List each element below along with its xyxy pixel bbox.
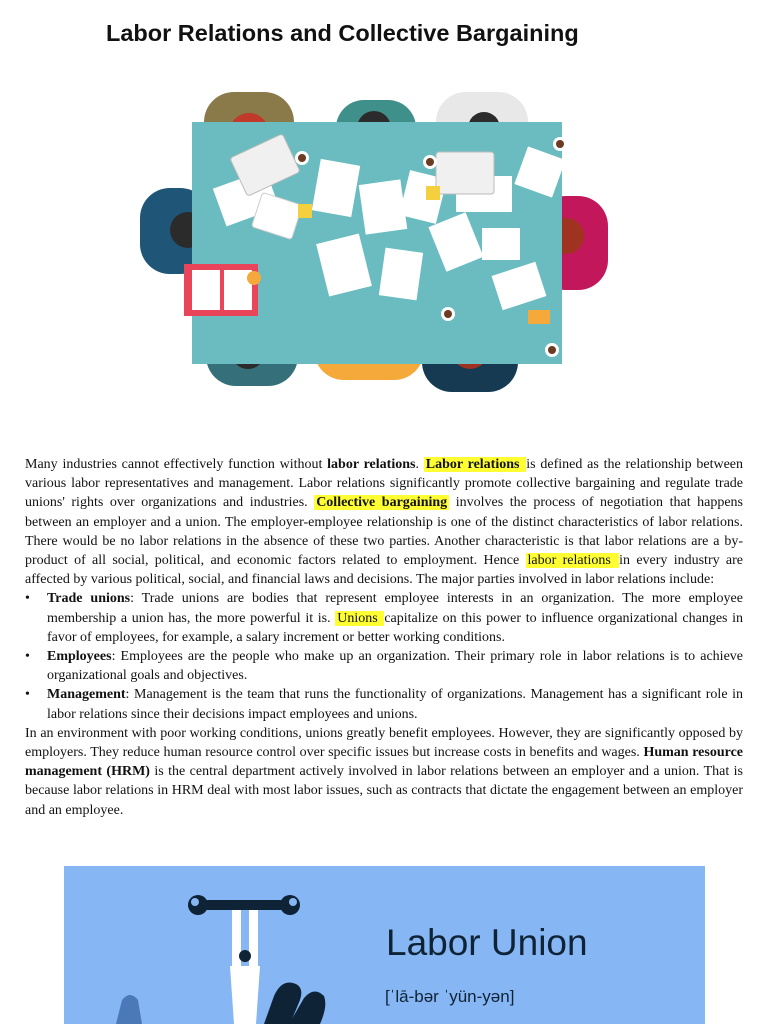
raised-fist-wrench-icon — [64, 866, 364, 1024]
list-term: Trade unions — [47, 591, 131, 607]
text-run: : Employees are the people who make up an organization. Their primary role in labor relations is to achieve organizational goals and objectives. — [47, 649, 743, 684]
bold-term-labor-relations: labor relations — [327, 457, 416, 472]
text-run: Many industries cannot effectively function without — [25, 457, 328, 472]
bullet-glyph: • — [25, 687, 30, 703]
text-run: . — [415, 457, 424, 472]
banner-title: Labor Union — [386, 922, 588, 963]
banner-pronunciation: [ˈlā-bər ˈyün-yən] — [385, 987, 515, 1006]
labor-union-banner — [64, 866, 705, 1024]
text-run: : Trade unions are bodies that represent employee interests in an organization. The more employee membership a union has, the more powerful it is. — [47, 591, 743, 626]
intro-paragraph — [25, 455, 743, 589]
highlight-collective-bargaining: Collective bargaining — [316, 495, 448, 511]
bullet-glyph: • — [25, 591, 30, 607]
bullet-glyph: • — [25, 649, 30, 665]
parties-list — [25, 589, 743, 723]
highlight-labor-relations-2: labor relations — [527, 553, 618, 569]
list-item-management — [25, 685, 743, 723]
text-run: in every industry are affected by various political, social, and financial laws and decisions. The major parties involved in labor relations include: — [25, 553, 743, 588]
list-item-trade-unions — [25, 589, 743, 647]
meeting-table-illustration — [136, 78, 616, 398]
text-run: capitalize on this power to influence organizational changes in favor of employees, for example, a salary increment or better working conditions. — [47, 610, 744, 645]
highlight-unions: Unions — [337, 610, 383, 626]
list-term: Management — [47, 687, 126, 703]
text-run: is defined as the relationship between various labor representatives and management. Labor relations significantly promote collective bargaining and regulate trade unions' rights over organizations and industries. — [25, 457, 744, 511]
text-run: : Management is the team that runs the functionality of organizations. Management has a significant role in labor relations since their decisions impact employees and unions. — [47, 687, 743, 722]
closing-paragraph — [25, 724, 743, 820]
text-run: is the central department actively involved in labor relations between an employer and a union. That is because labor relations in HRM deal with most labor issues, such as contracts that dictate the engagement between an employer and an employee. — [25, 764, 743, 818]
text-run: In an environment with poor working conditions, unions greatly benefit employees. However, they are significantly opposed by employers. They reduce human resource control over specific issues but increase costs in benefits and wages. — [25, 725, 743, 761]
list-term: Employees — [47, 649, 112, 665]
bold-term-hrm: Human resource management (HRM) — [25, 745, 743, 780]
page-title: Labor Relations and Collective Bargaining — [106, 20, 579, 46]
highlight-labor-relations: Labor relations — [425, 457, 525, 472]
list-item-employees — [25, 647, 743, 685]
article-body — [25, 455, 743, 820]
text-run: involves the process of negotiation that happens between an employer and a union. The employer-employee relationship is one of the distinct characteristics of labor relations. There would be no labor relations in the absence of these two parties. Another characteristic is that labor relations are a by-product of all social, political, and economic factors related to employment. Hence — [25, 495, 743, 569]
